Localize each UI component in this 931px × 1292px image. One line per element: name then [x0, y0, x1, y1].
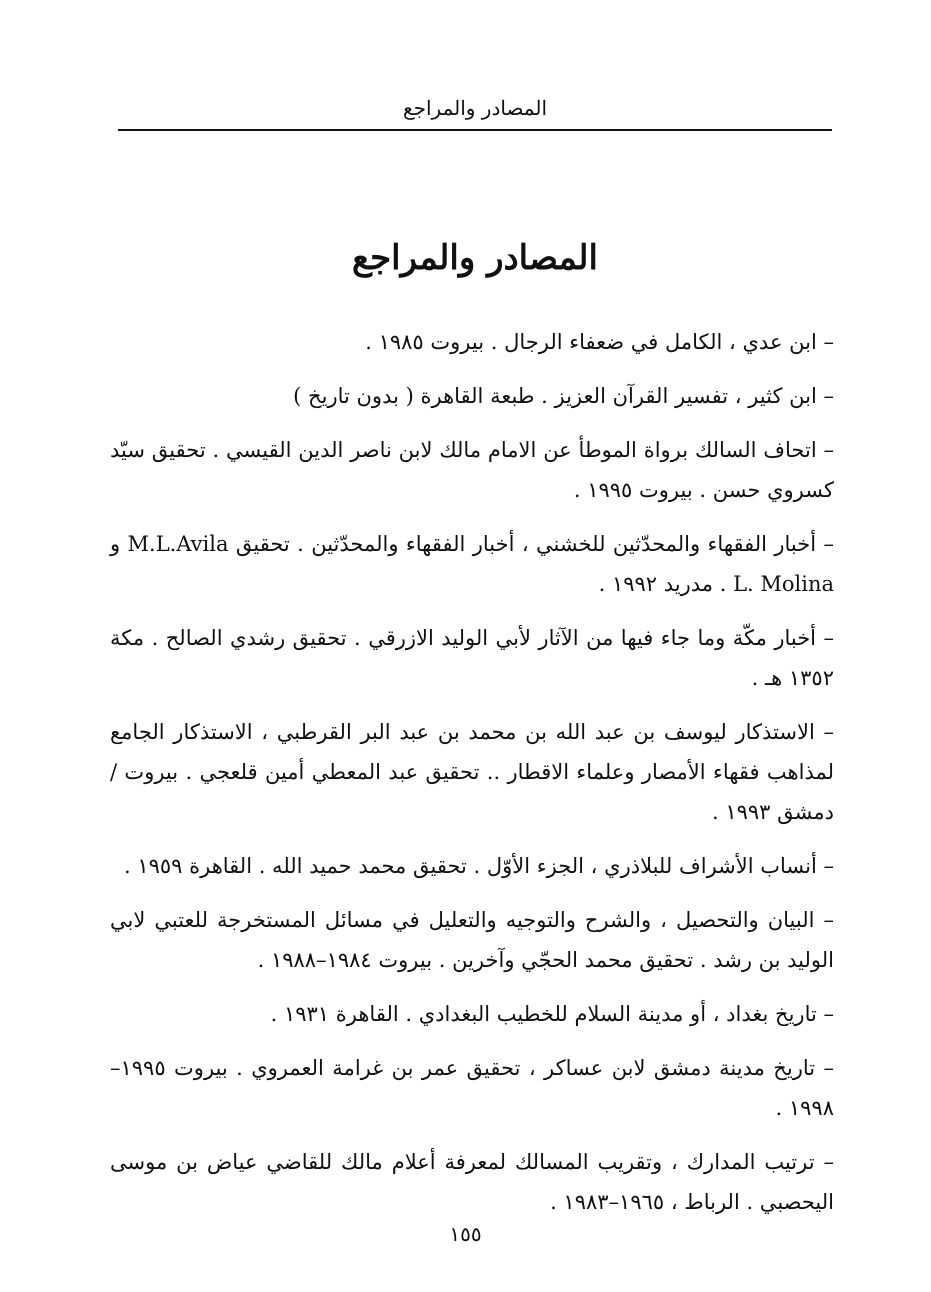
- bibliography-list: [110, 322, 834, 1236]
- bibliography-entry: – البيان والتحصيل ، والشرح والتوجيه والتعليل في مسائل المستخرجة للعتبي لابي الوليد بن رشد . تحقيق محمد الحجّي وآخرين . بيروت ١٩٨٤–١٩٨٨ .: [110, 908, 834, 972]
- bibliography-entry: – ترتيب المدارك ، وتقريب المسالك لمعرفة أعلام مالك للقاضي عياض بن موسى اليحصبي . الرباط ، ١٩٦٥–١٩٨٣ .: [110, 1150, 834, 1214]
- bibliography-entry: – ابن كثير ، تفسير القرآن العزيز . طبعة القاهرة ( بدون تاريخ ): [293, 384, 834, 408]
- bibliography-entry: – أنساب الأشراف للبلاذري ، الجزء الأوّل . تحقيق محمد حميد الله . القاهرة ١٩٥٩ .: [123, 854, 834, 878]
- bibliography-entry: – ابن عدي ، الكامل في ضعفاء الرجال . بيروت ١٩٨٥ .: [365, 330, 834, 354]
- running-header: المصادر والمراجع: [402, 96, 548, 120]
- bibliography-entry: – تاريخ مدينة دمشق لابن عساكر ، تحقيق عمر بن غرامة العمروي . بيروت ١٩٩٥– ١٩٩٨ .: [110, 1056, 834, 1120]
- bibliography-entry: – تاريخ بغداد ، أو مدينة السلام للخطيب البغدادي . القاهرة ١٩٣١ .: [270, 1002, 834, 1026]
- header-rule: [118, 129, 832, 131]
- page-number: ١٥٥: [449, 1222, 482, 1246]
- bibliography-entry: – أخبار الفقهاء والمحدّثين للخشني ، أخبار الفقهاء والمحدّثين . تحقيق M.L.Avila و L. Molina . مدريد ١٩٩٢ .: [110, 532, 834, 596]
- bibliography-entry: – اتحاف السالك برواة الموطأ عن الامام مالك لابن ناصر الدين القيسي . تحقيق سيّد كسروي حسن . بيروت ١٩٩٥ .: [110, 438, 834, 502]
- bibliography-entry: – الاستذكار ليوسف بن عبد الله بن محمد بن عبد البر القرطبي ، الاستذكار الجامع لمذاهب فقهاء الأمصار وعلماء الاقطار .. تحقيق عبد المعطي أمين قلعجي . بيروت / دمشق ١٩٩٣ .: [110, 720, 835, 824]
- bibliography-entry: – أخبار مكّة وما جاء فيها من الآثار لأبي الوليد الازرقي . تحقيق رشدي الصالح . مكة ١٣٥٢ هـ .: [110, 626, 834, 690]
- page-title: المصادر والمراجع: [352, 238, 598, 278]
